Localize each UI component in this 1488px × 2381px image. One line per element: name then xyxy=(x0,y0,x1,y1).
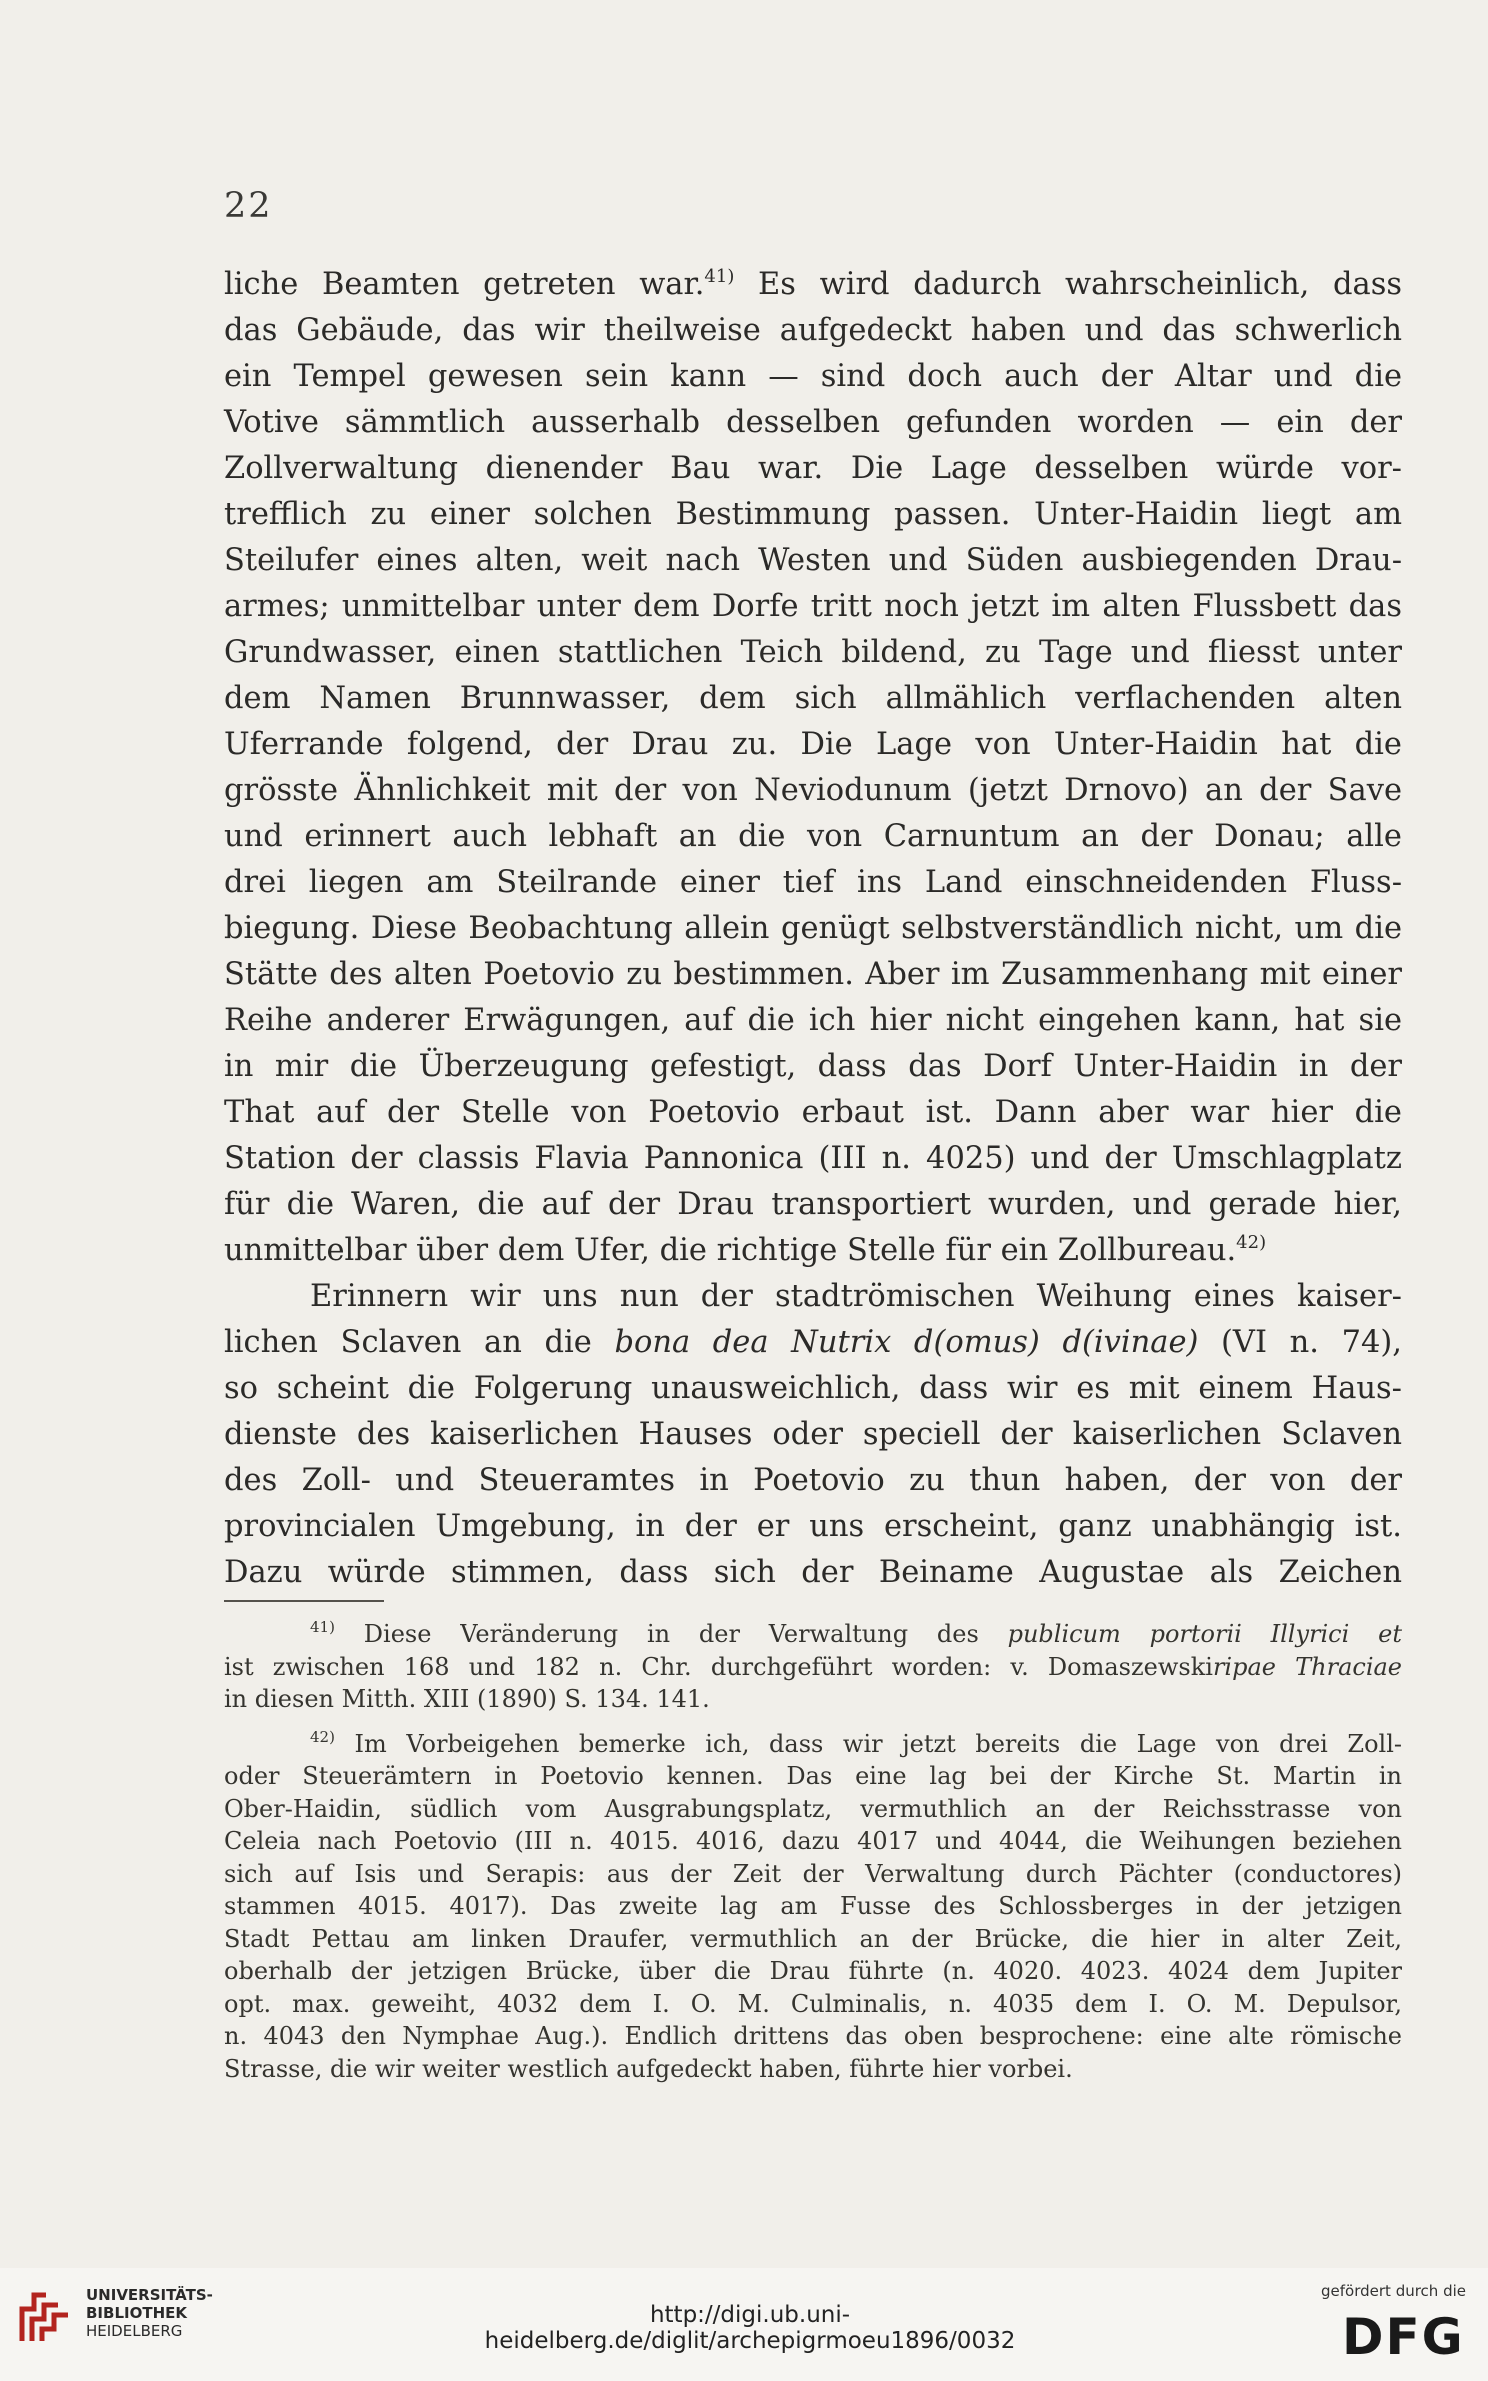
text-line: dienste des kaiserlichen Hauses oder speciell der kaiserlichen Sclaven xyxy=(224,1417,1402,1452)
footnote-line: n. 4043 den Nymphae Aug.). Endlich drittens das oben besprochene: eine alte römische xyxy=(224,2022,1402,2050)
text-line: lichen Sclaven an die bona dea Nutrix d(omus) d(ivinae) (VI n. 74), xyxy=(224,1325,1402,1360)
text-line: ein Tempel gewesen sein kann — sind doch auch der Altar und die xyxy=(224,359,1402,394)
library-name: UNIVERSITÄTS- BIBLIOTHEK HEIDELBERG xyxy=(86,2286,213,2340)
page-footer xyxy=(0,2268,1488,2381)
text-line: Uferrande folgend, der Drau zu. Die Lage von Unter-Haidin hat die xyxy=(224,727,1402,762)
text-line: Dazu würde stimmen, dass sich der Beiname Augustae als Zeichen xyxy=(224,1555,1402,1590)
text-line: Votive sämmtlich ausserhalb desselben gefunden worden — ein der xyxy=(224,405,1402,440)
text-line: für die Waren, die auf der Drau transportiert wurden, und gerade hier, xyxy=(224,1187,1402,1222)
text-line: so scheint die Folgerung unausweichlich, dass wir es mit einem Haus- xyxy=(224,1371,1402,1406)
text-line: biegung. Diese Beobachtung allein genügt selbstverständlich nicht, um die xyxy=(224,911,1402,946)
footnote-line: sich auf Isis und Serapis: aus der Zeit der Verwaltung durch Pächter (conductores) xyxy=(224,1859,1402,1888)
svg-text:DFG: DFG xyxy=(1342,2310,1465,2360)
text-line: Stätte des alten Poetovio zu bestimmen. Aber im Zusammenhang mit einer xyxy=(224,957,1402,992)
page-number: 22 xyxy=(224,186,273,226)
footnote-line: Celeia nach Poetovio (III n. 4015. 4016, dazu 4017 und 4044, die Weihungen beziehen xyxy=(224,1827,1402,1855)
text-line: armes; unmittelbar unter dem Dorfe tritt noch jetzt im alten Flussbett das xyxy=(224,589,1402,624)
footnote-line: oberhalb der jetzigen Brücke, über die Drau führte (n. 4020. 4023. 4024 dem Jupiter xyxy=(224,1957,1402,1985)
footnote-line: in diesen Mitth. XIII (1890) S. 134. 141. xyxy=(224,1685,710,1713)
text-line: drei liegen am Steilrande einer tief ins Land einschneidenden Fluss- xyxy=(224,865,1402,900)
footnote-line: stammen 4015. 4017). Das zweite lag am Fusse des Schlossberges in der jetzigen xyxy=(224,1892,1402,1920)
footnote-line: oder Steuerämtern in Poetovio kennen. Das eine lag bei der Kirche St. Martin in xyxy=(224,1762,1402,1790)
text-line: Zollverwaltung dienender Bau war. Die Lage desselben würde vor- xyxy=(224,451,1402,486)
university-library-logo-icon xyxy=(14,2285,76,2351)
text-line: unmittelbar über dem Ufer, die richtige Stelle für ein Zollbureau.$^{42)}$ xyxy=(224,1232,1267,1268)
text-line: grösste Ähnlichkeit mit der von Neviodunum (jetzt Drnovo) an der Save xyxy=(224,773,1402,808)
text-line: dem Namen Brunnwasser, dem sich allmählich verflachenden alten xyxy=(224,681,1402,716)
footnote-line: ist zwischen 168 und 182 n. Chr. durchgeführt worden: v. Domaszewskiripae Thraciae xyxy=(224,1652,1403,1681)
footnote-rule xyxy=(224,1600,384,1602)
text-line: des Zoll- und Steueramtes in Poetovio zu thun haben, der von der xyxy=(224,1463,1402,1498)
text-line: trefflich zu einer solchen Bestimmung passen. Unter-Haidin liegt am xyxy=(224,497,1402,532)
dfg-logo xyxy=(1342,2310,1466,2364)
footnote-line: opt. max. geweiht, 4032 dem I. O. M. Culminalis, n. 4035 dem I. O. M. Depulsor, xyxy=(224,1989,1402,2018)
footnote-line: Stadt Pettau am linken Draufer, vermuthlich an der Brücke, die hier in alter Zeit, xyxy=(224,1924,1402,1953)
source-url-link[interactable]: http://digi.ub.uni-heidelberg.de/diglit/archepigrmoeu1896/0032 xyxy=(484,2302,1016,2354)
text-line: Erinnern wir uns nun der stadtrömischen Weihung eines kaiser- xyxy=(310,1279,1402,1314)
footnote-line: Strasse, die wir weiter westlich aufgedeckt haben, führte hier vorbei. xyxy=(224,2054,1073,2083)
text-line: in mir die Überzeugung gefestigt, dass das Dorf Unter-Haidin in der xyxy=(224,1049,1402,1084)
text-line: liche Beamten getreten war.$^{41)}$ Es wird dadurch wahrscheinlich, dass xyxy=(224,266,1403,302)
body-text xyxy=(224,262,1402,1596)
text-line: und erinnert auch lebhaft an die von Carnuntum an der Donau; alle xyxy=(224,819,1402,854)
text-line: provincialen Umgebung, in der er uns erscheint, ganz unabhängig ist. xyxy=(224,1509,1402,1544)
text-line: Reihe anderer Erwägungen, auf die ich hier nicht eingehen kann, hat sie xyxy=(224,1003,1402,1038)
footnote-line: $^{42)}$ Im Vorbeigehen bemerke ich, dass wir jetzt bereits die Lage von drei Zoll- xyxy=(310,1727,1402,1758)
footnote-line: $^{41)}$ Diese Veränderung in der Verwaltung des publicum portorii Illyrici et xyxy=(310,1618,1402,1648)
text-line: Station der classis Flavia Pannonica (III n. 4025) und der Umschlagplatz xyxy=(224,1141,1402,1176)
text-line: Steilufer eines alten, weit nach Westen und Süden ausbiegenden Drau- xyxy=(224,543,1402,578)
text-line: Grundwasser, einen stattlichen Teich bildend, zu Tage und fliesst unter xyxy=(224,635,1402,670)
footnote-line: Ober-Haidin, südlich vom Ausgrabungsplatz, vermuthlich an der Reichsstrasse von xyxy=(224,1794,1402,1823)
text-line: das Gebäude, das wir theilweise aufgedeckt haben und das schwerlich xyxy=(224,313,1402,348)
funding-note: gefördert durch die xyxy=(1321,2282,1466,2300)
footnotes xyxy=(224,1618,1402,2085)
text-line: That auf der Stelle von Poetovio erbaut ist. Dann aber war hier die xyxy=(224,1095,1402,1130)
